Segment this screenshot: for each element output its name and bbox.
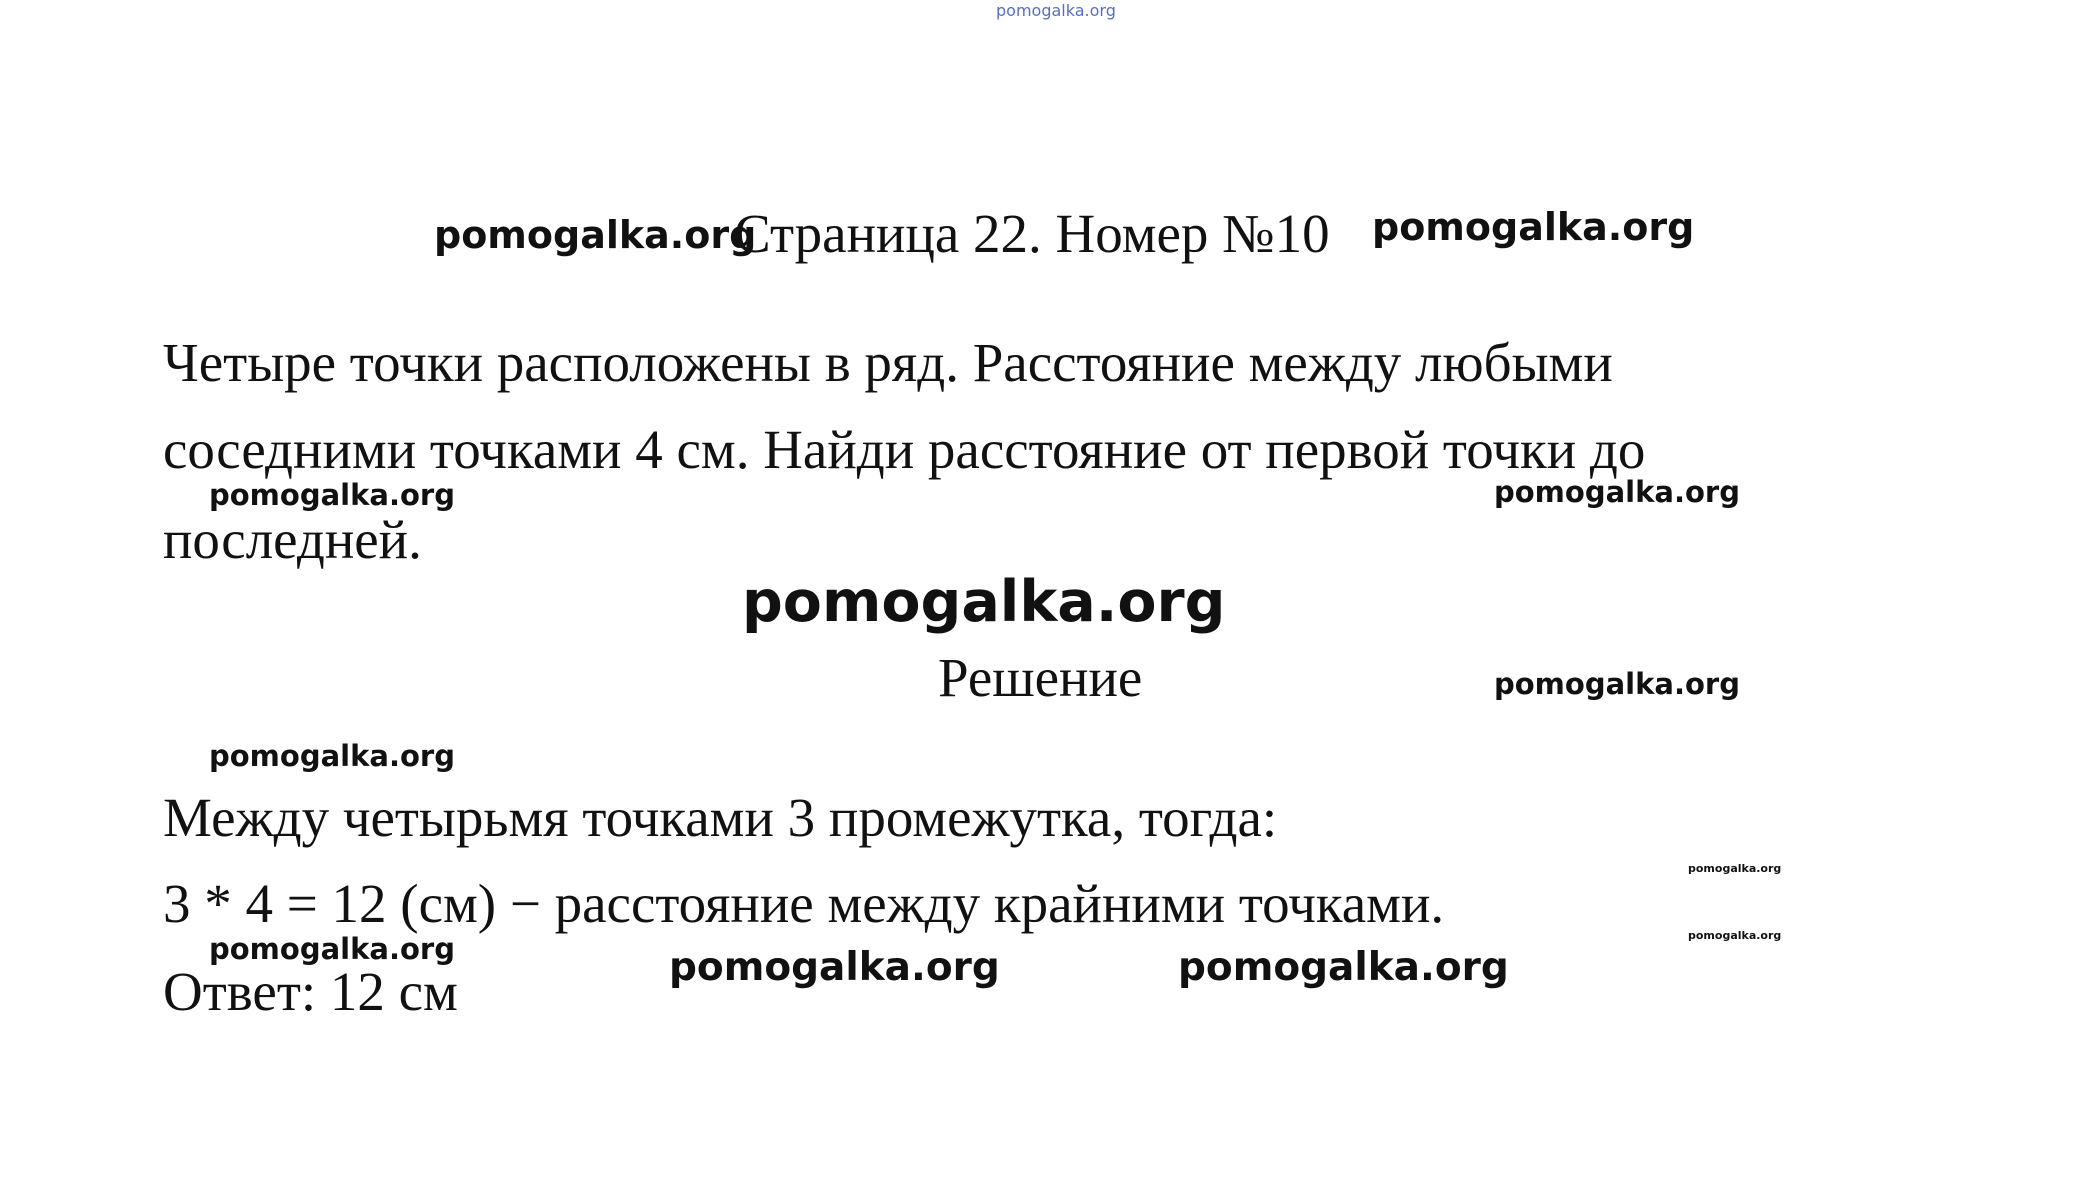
solution-heading: Решение bbox=[938, 647, 1143, 708]
solution-line-1: Между четырьмя точками 3 промежутка, тогда: bbox=[163, 787, 1278, 848]
watermark-left-2: pomogalka.org bbox=[209, 739, 455, 773]
problem-line-2: соседними точками 4 см. Найди расстояние от первой точки до bbox=[163, 419, 1646, 480]
problem-line-3: последней. bbox=[163, 509, 422, 570]
watermark-title-left: pomogalka.org bbox=[434, 213, 757, 257]
watermark-title-right: pomogalka.org bbox=[1372, 205, 1695, 249]
watermark-mid-left: pomogalka.org bbox=[209, 478, 455, 512]
problem-line-1: Четыре точки расположены в ряд. Расстояние между любыми bbox=[163, 332, 1613, 393]
watermark-mid-right: pomogalka.org bbox=[1494, 475, 1740, 509]
watermark-center-large: pomogalka.org bbox=[742, 569, 1226, 635]
page-title: Страница 22. Номер №10 bbox=[734, 203, 1330, 264]
watermark-tiny-2: pomogalka.org bbox=[1688, 929, 1782, 942]
solution-line-2: 3 * 4 = 12 (см) − расстояние между крайними точками. bbox=[163, 873, 1445, 934]
watermark-left-3: pomogalka.org bbox=[209, 932, 455, 966]
top-watermark: pomogalka.org bbox=[996, 1, 1116, 20]
watermark-tiny-1: pomogalka.org bbox=[1688, 862, 1782, 875]
watermark-bottom-right: pomogalka.org bbox=[1178, 945, 1509, 990]
watermark-bottom-center: pomogalka.org bbox=[669, 945, 1000, 990]
answer-line: Ответ: 12 см bbox=[163, 961, 458, 1022]
watermark-solution-right: pomogalka.org bbox=[1494, 667, 1740, 701]
